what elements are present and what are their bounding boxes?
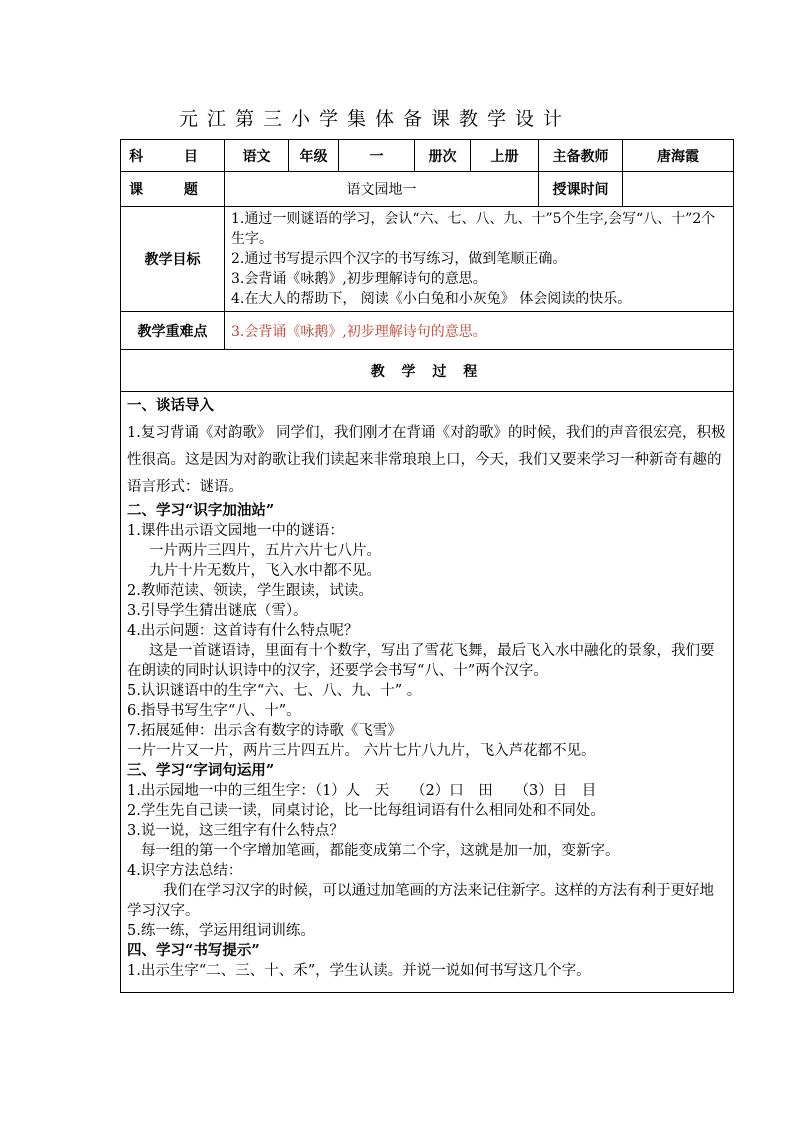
document-title: 元江第三小学集体备课教学设计: [178, 108, 571, 130]
lesson-plan-table: [120, 139, 734, 993]
grade-value: 一: [339, 140, 415, 172]
process-line: 1.出示生字“二、三、十、禾”，学生认读。并说一说如何书写这几个字。: [127, 963, 591, 979]
process-paragraph: 我们在学习汉字的时候，可以通过加笔画的方法来记住新字。这样的方法有利于更好地学习汉字。: [127, 883, 714, 919]
process-line: 3.引导学生猜出谜底（雪）。: [127, 603, 308, 619]
section-3-title: 三、学习“字词句运用”: [127, 762, 275, 779]
topic-value: 语文园地一: [225, 172, 539, 207]
header-row: [121, 140, 734, 172]
process-paragraph: 这是一首谜语诗，里面有十个数字，写出了雪花飞舞，最后飞入水中融化的景象，我们要在朗读的同时认识诗中的汉字，还要学会书写“八、十”两个汉字。: [127, 643, 715, 679]
teacher-label: 主备教师: [539, 140, 623, 172]
section-2-title: 二、学习“识字加油站”: [127, 502, 275, 519]
process-line: 5.练一练，学运用组词训练。: [127, 923, 315, 939]
process-line: 2.教师范读、领读，学生跟读，试读。: [127, 583, 373, 599]
goal-item: 4.在大人的帮助下， 阅读《小白兔和小灰兔》 体会阅读的快乐。: [231, 291, 632, 307]
process-line: 2.学生先自己读一读，同桌讨论，比一比每组词语有什么相同处和不同处。: [127, 803, 605, 819]
process-line: 6.指导书写生字“八、十”。: [127, 703, 301, 719]
volume-label: 册次: [415, 140, 471, 172]
difficulties-label: 教学重难点: [121, 312, 225, 350]
process-content: [121, 392, 734, 993]
goal-item: 2.通过书写提示四个汉字的书写练习，做到笔顺正确。: [231, 251, 567, 267]
topic-row: [121, 172, 734, 207]
difficulties-row: [121, 312, 734, 350]
goals-row: [121, 207, 734, 312]
process-line: 1.课件出示语文园地一中的谜语：: [127, 523, 344, 539]
process-heading-row: [121, 350, 734, 392]
time-value: [623, 172, 734, 207]
process-line: 5.认识谜语中的生字“六、七、八、九、十” 。: [127, 683, 422, 699]
process-line: 4.识字方法总结：: [127, 863, 243, 879]
process-line: 7.拓展延伸：出示含有数字的诗歌《飞雪》: [127, 723, 402, 739]
process-line: 1.出示园地一中的三组生字：（1）人 天 （2）口 田 （3）日 目: [127, 783, 597, 799]
process-line: 3.说一说，这三组字有什么特点？: [127, 823, 344, 839]
section-4-title: 四、学习“书写提示”: [127, 942, 260, 959]
goal-item: 3.会背诵《咏鹅》,初步理解诗句的意思。: [231, 271, 487, 287]
process-row: [121, 392, 734, 993]
teacher-value: 唐海霞: [623, 140, 734, 172]
goal-item: 1.通过一则谜语的学习，会认“六、七、八、九、十”5个生字,会写“八、十”2个生字。: [231, 211, 716, 247]
volume-value: 上册: [471, 140, 539, 172]
difficulties-text: 3.会背诵《咏鹅》,初步理解诗句的意思。: [225, 312, 734, 350]
process-line: 每一组的第一个字增加笔画，都能变成第二个字，这就是加一加，变新字。: [141, 843, 620, 859]
subject-value: 语文: [225, 140, 289, 172]
riddle-line: 九片十片无数片，飞入水中都不见。: [149, 563, 381, 579]
poem-line: 一片一片又一片，两片三片四五片。 六片七片八九片，飞入芦花都不见。: [127, 743, 596, 759]
process-heading: 教 学 过 程: [121, 350, 734, 392]
goals-content: [225, 207, 734, 312]
time-label: 授课时间: [539, 172, 623, 207]
section-1-title: 一、谈话导入: [127, 397, 214, 414]
riddle-line: 一片两片三四片，五片六片七八片。: [149, 543, 381, 559]
grade-label: 年级: [289, 140, 339, 172]
topic-label: 课 题: [121, 172, 225, 207]
process-paragraph: 1.复习背诵《对韵歌》 同学们，我们刚才在背诵《对韵歌》的时候，我们的声音很宏亮，积极性很高。这是因为对韵歌让我们读起来非常琅琅上口，今天，我们又要来学习一种新奇有趣的语言形式：谜语。: [127, 425, 726, 495]
goals-label: 教学目标: [121, 207, 225, 312]
subject-label: 科 目: [121, 140, 225, 172]
process-line: 4.出示问题：这首诗有什么特点呢？: [127, 623, 359, 639]
